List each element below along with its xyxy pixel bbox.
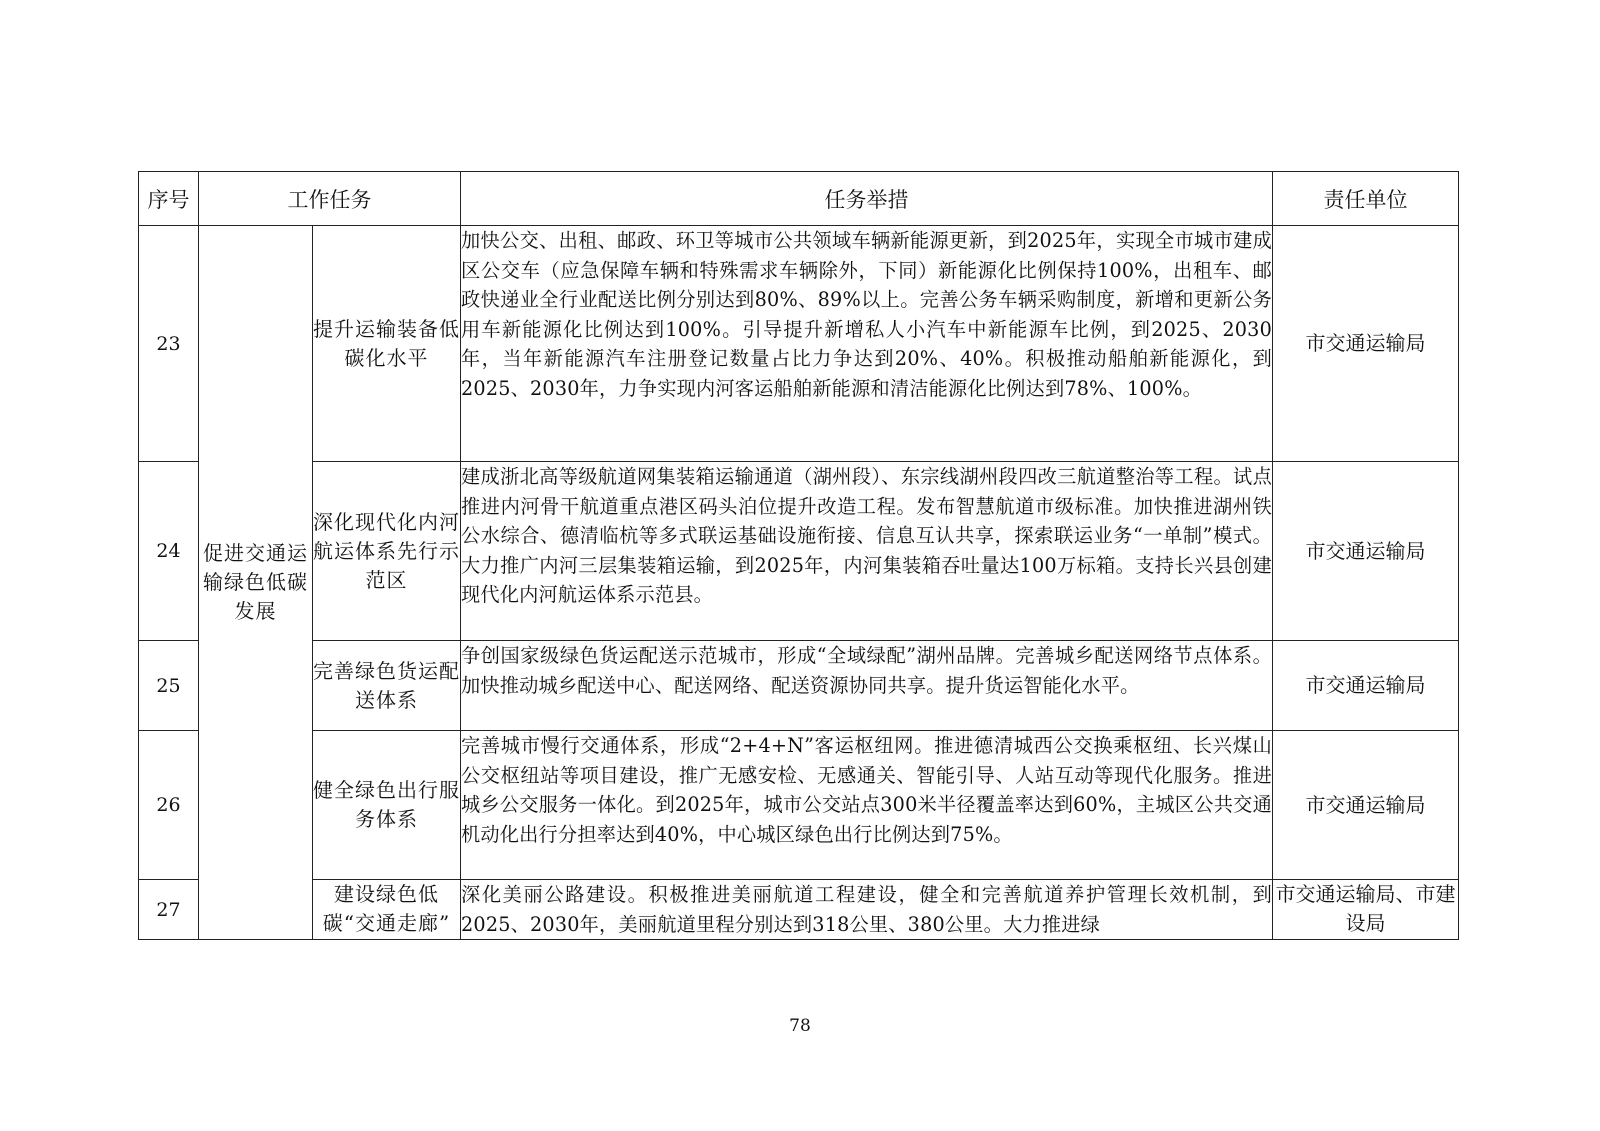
page-number: 78 (789, 1016, 811, 1036)
task-table (138, 171, 1459, 940)
unit-cell: 市交通运输局 (1273, 462, 1459, 641)
header-measures: 任务举措 (461, 172, 1273, 226)
table-row (139, 731, 1459, 880)
header-task: 工作任务 (199, 172, 461, 226)
category-cell: 促进交通运输绿色低碳发展 (199, 226, 313, 940)
row-seq: 25 (139, 641, 199, 731)
table-row (139, 226, 1459, 462)
header-seq: 序号 (139, 172, 199, 226)
subtask-cell: 深化现代化内河航运体系先行示范区 (313, 462, 461, 641)
measures-cell: 争创国家级绿色货运配送示范城市，形成“全域绿配”湖州品牌。完善城乡配送网络节点体系。加快推动城乡配送中心、配送网络、配送资源协同共享。提升货运智能化水平。 (461, 641, 1273, 731)
unit-cell: 市交通运输局 (1273, 731, 1459, 880)
row-seq: 26 (139, 731, 199, 880)
header-row (139, 172, 1459, 226)
subtask-cell: 健全绿色出行服务体系 (313, 731, 461, 880)
subtask-cell: 建设绿色低碳“交通走廊” (313, 880, 461, 940)
row-seq: 23 (139, 226, 199, 462)
subtask-cell: 完善绿色货运配送体系 (313, 641, 461, 731)
measures-cell: 完善城市慢行交通体系，形成“2+4+N”客运枢纽网。推进德清城西公交换乘枢纽、长兴煤山公交枢纽站等项目建设，推广无感安检、无感通关、智能引导、人站互动等现代化服务。推进城乡公交服务一体化。到2025年，城市公交站点300米半径覆盖率达到60%，主城区公共交通机动化出行分担率达到40%，中心城区绿色出行比例达到75%。 (461, 731, 1273, 880)
row-seq: 24 (139, 462, 199, 641)
subtask-cell: 提升运输装备低碳化水平 (313, 226, 461, 462)
measures-cell: 深化美丽公路建设。积极推进美丽航道工程建设，健全和完善航道养护管理长效机制，到2025、2030年，美丽航道里程分别达到318公里、380公里。大力推进绿 (461, 880, 1273, 940)
unit-cell: 市交通运输局、市建设局 (1273, 880, 1459, 940)
measures-cell: 加快公交、出租、邮政、环卫等城市公共领域车辆新能源更新，到2025年，实现全市城市建成区公交车（应急保障车辆和特殊需求车辆除外，下同）新能源化比例保持100%，出租车、邮政快递业全行业配送比例分别达到80%、89%以上。完善公务车辆采购制度，新增和更新公务用车新能源化比例达到100%。引导提升新增私人小汽车中新能源车比例，到2025、2030年，当年新能源汽车注册登记数量占比力争达到20%、40%。积极推动船舶新能源化，到2025、2030年，力争实现内河客运船舶新能源和清洁能源化比例达到78%、100%。 (461, 226, 1273, 462)
unit-cell: 市交通运输局 (1273, 226, 1459, 462)
table-row (139, 641, 1459, 731)
table-row (139, 462, 1459, 641)
header-unit: 责任单位 (1273, 172, 1459, 226)
unit-cell: 市交通运输局 (1273, 641, 1459, 731)
row-seq: 27 (139, 880, 199, 940)
table-row (139, 880, 1459, 940)
measures-cell: 建成浙北高等级航道网集装箱运输通道（湖州段）、东宗线湖州段四改三航道整治等工程。试点推进内河骨干航道重点港区码头泊位提升改造工程。发布智慧航道市级标准。加快推进湖州铁公水综合、德清临杭等多式联运基础设施衔接、信息互认共享，探索联运业务“一单制”模式。大力推广内河三层集装箱运输，到2025年，内河集装箱吞吐量达100万标箱。支持长兴县创建现代化内河航运体系示范县。 (461, 462, 1273, 641)
